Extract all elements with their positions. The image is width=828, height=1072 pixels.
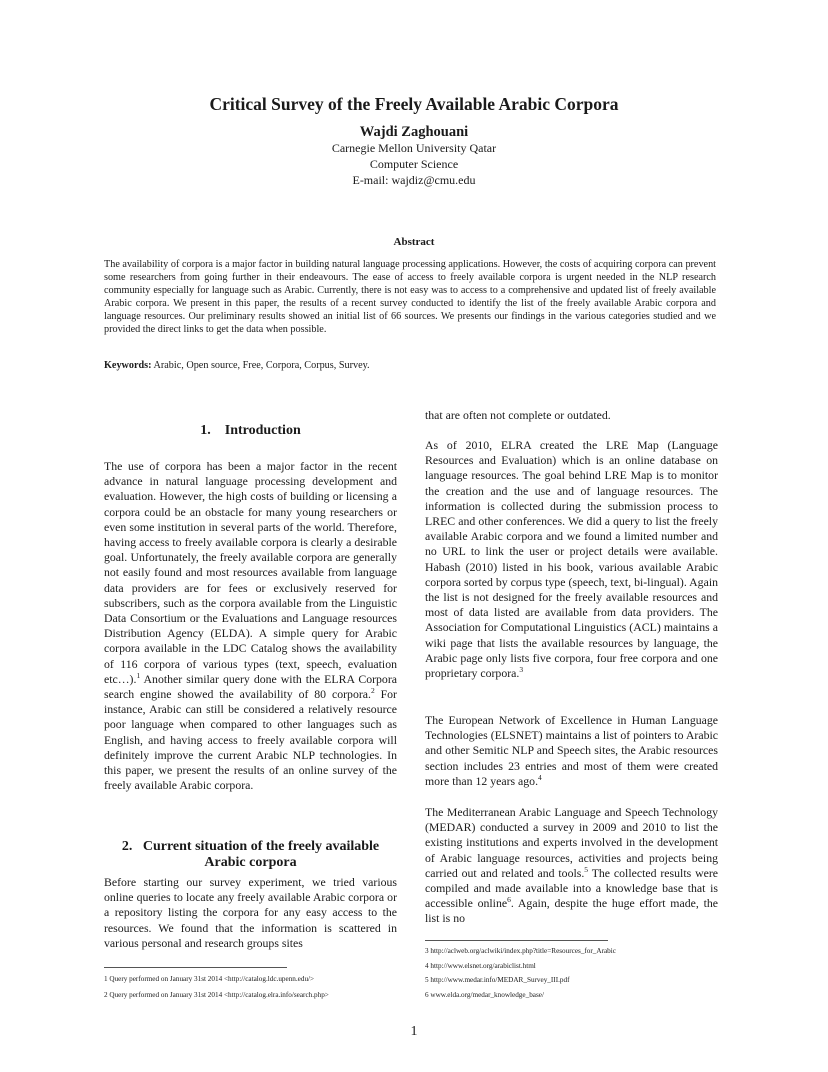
footnote-ref-3: 3 bbox=[519, 665, 524, 675]
keywords bbox=[104, 359, 716, 372]
footnote-6: 6 www.elda.org/medar_knowledge_base/ bbox=[425, 991, 544, 999]
intro-text-c: For instance, Arabic can still be considered a relatively resource poor language when compared to other languages such as English, and having access to freely available corpora will definitely improve the current Arabic NLP technologies. In this paper, we present the results of an online survey of the freely available Arabic corpora. bbox=[104, 687, 397, 793]
section-1-heading: 1. Introduction bbox=[200, 423, 301, 438]
footnote-2: 2 Query performed on January 31st 2014 <http://catalog.elra.info/search.php> bbox=[104, 991, 329, 999]
footnote-4: 4 http://www.elsnet.org/arabiclist.html bbox=[425, 962, 536, 970]
section-2-heading-line-2: Arabic corpora bbox=[204, 855, 297, 870]
footnote-1: 1 Query performed on January 31st 2014 <http://catalog.ldc.upenn.edu/> bbox=[104, 975, 315, 983]
affiliation-line-1: Carnegie Mellon University Qatar bbox=[331, 141, 497, 155]
footnote-ref-6: 6 bbox=[507, 895, 511, 905]
intro-text-b: Another similar query done with the ELRA Corpora search engine showed the availability of 80 corpora. bbox=[104, 671, 397, 702]
right-text-3a: The Mediterranean Arabic Language and Speech Technology (MEDAR) conducted a survey in 2009 and 2010 to list the existing institutions and experts involved in the development of Arabic language resources, activities and projects being carried out and related and tools. bbox=[425, 805, 718, 880]
right-paragraph-0: that are often not complete or outdated. bbox=[425, 408, 611, 422]
paper-title: Critical Survey of the Freely Available Arabic Corpora bbox=[209, 94, 619, 114]
footnote-ref-1: 1 bbox=[136, 670, 141, 680]
intro-text-a: The use of corpora has been a major factor in the recent advance in natural language processing development and evaluation. However, the high costs of building or licensing a corpora could be an obstacle for many young researchers or even some institution in several parts of the world. Therefore, having access to freely available corpora is clearly a desirable goal. Unfortunately, the freely available corpora are generally not easily found and most resources available from language data providers are for fees or exclusively reserved for subscribers, such as the corpora available from the Linguistic Data Consortium or the Evaluations and Language resources Distribution Agency (ELDA). A simple query for Arabic corpora available in the LDC Catalog shows the availability of 116 corpora of various types (text, speech, evaluation etc…). bbox=[104, 459, 397, 686]
keywords-text: Arabic, Open source, Free, Corpora, Corpus, Survey. bbox=[153, 360, 370, 371]
right-text-3c: . Again, despite the huge effort made, the list is no bbox=[425, 896, 718, 926]
section-2-heading-line-1: 2. Current situation of the freely available bbox=[121, 839, 380, 854]
keywords-label: Keywords: bbox=[104, 360, 152, 371]
footnote-divider-right bbox=[425, 940, 608, 941]
affiliation-email: E-mail: wajdiz@cmu.edu bbox=[352, 173, 476, 187]
abstract-text: The availability of corpora is a major factor in building natural language processing applications. However, the costs of acquiring corpora can prevent some researchers from going further in their endeavours. The ease of access to freely available corpora is urgent needed in the NLP research community especially for language such as Arabic. Currently, there is not easy was to access to a comprehensive and updated list of freely available Arabic corpora. We present in this paper, the results of a recent survey conducted to identify the list of the freely available Arabic corpora and language resources. Our preliminary results showed an initial list of 66 sources. We presents our findings in the various categories studied and we provided the direct links to get the data when possible. bbox=[104, 259, 716, 336]
intro-paragraph bbox=[104, 459, 397, 793]
page-number: 1 bbox=[410, 1024, 418, 1039]
right-paragraph-1 bbox=[425, 438, 718, 681]
footnote-divider-left bbox=[104, 967, 287, 968]
affiliation-line-2: Computer Science bbox=[369, 157, 459, 171]
section-2-heading bbox=[104, 839, 397, 871]
right-text-1: As of 2010, ELRA created the LRE Map (Language Resources and Evaluation) which is an online database on language resources. The goal behind LRE Map is to monitor the creation and the use and of language resources. The information is collected during the submission process to LREC and other conferences. We did a query to list the freely available Arabic corpora and we found a limited number and no URL to link the user or project details were available. Habash (2010) listed in his book, various available Arabic corpora sorted by corpus type (speech, text, bi-lingual). Again the list is not designed for the freely available resources and most of data listed are available from data providers. The Association for Computational Linguistics (ACL) maintains a wiki page that lists the available resources by language, the Arabic page only lists five corpora, four free corpora and one proprietary corpora. bbox=[425, 438, 718, 681]
right-text-2: The European Network of Excellence in Human Language Technologies (ELSNET) maintains a list of pointers to Arabic and other Semitic NLP and Speech sites, the Arabic resources section includes 23 entries and most of them were created more than 12 years ago. bbox=[425, 713, 718, 788]
abstract-heading: Abstract bbox=[393, 236, 435, 248]
right-text-3b: The collected results were compiled and made available into a knowledge base that is accessible online bbox=[425, 865, 718, 911]
right-paragraph-3 bbox=[425, 805, 718, 927]
section-2-paragraph: Before starting our survey experiment, we tried various online queries to locate any freely available Arabic corpora or a repository listing the corpora for any easy access to the resources. We found that the information is scattered in various personal and research groups sites bbox=[104, 875, 397, 950]
right-paragraph-2 bbox=[425, 713, 718, 789]
footnote-ref-4: 4 bbox=[538, 772, 542, 782]
author-name: Wajdi Zaghouani bbox=[359, 124, 469, 140]
footnote-3: 3 http://aclweb.org/aclwiki/index.php?title=Resources_for_Arabic bbox=[425, 947, 616, 955]
footnote-ref-2: 2 bbox=[370, 686, 375, 696]
footnote-ref-5: 5 bbox=[584, 864, 589, 874]
footnote-5: 5 http://www.medar.info/MEDAR_Survey_III.pdf bbox=[425, 976, 570, 984]
